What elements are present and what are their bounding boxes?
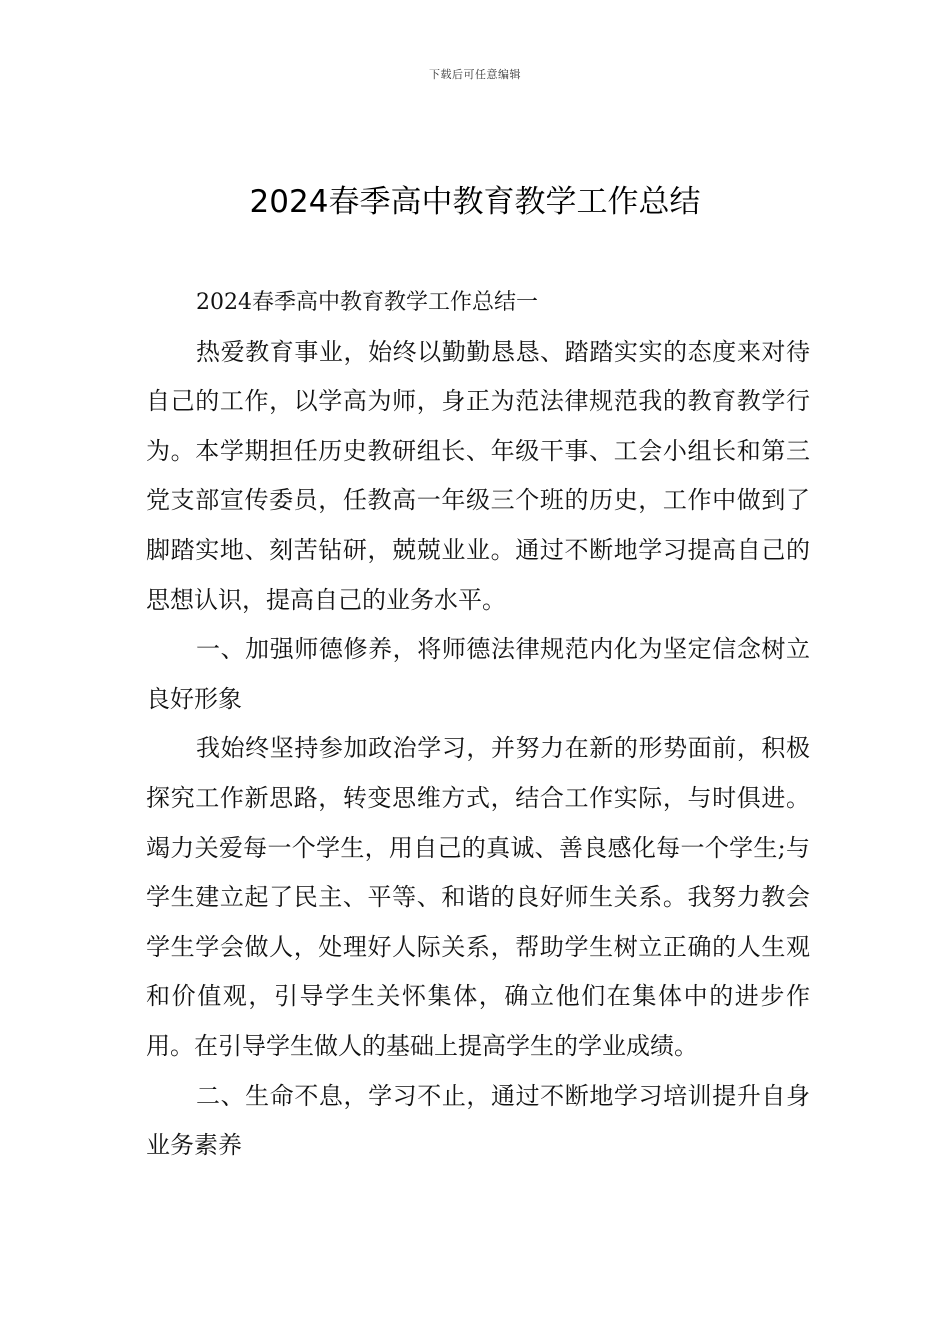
body-paragraph: 热爱教育事业，始终以勤勤恳恳、踏踏实实的态度来对待自己的工作，以学高为师，身正为范法律规范我的教育教学行为。本学期担任历史教研组长、年级干事、工会小组长和第三党支部宣传委员，任教高一年级三个班的历史，工作中做到了脚踏实地、刻苦钻研，兢兢业业。通过不断地学习提高自己的思想认识，提高自己的业务水平。 <box>146 337 810 614</box>
section-subtitle: 2024春季高中教育教学工作总结一 <box>196 290 538 315</box>
section-heading: 一、加强师德修养，将师德法律规范内化为坚定信念树立良好形象 <box>146 635 810 713</box>
document-body <box>146 278 810 1171</box>
body-paragraph: 我始终坚持参加政治学习，并努力在新的形势面前，积极探究工作新思路，转变思维方式，结合工作实际，与时俱进。竭力关爱每一个学生，用自己的真诚、善良感化每一个学生;与学生建立起了民主、平等、和谐的良好师生关系。我努力教会学生学会做人，处理好人际关系，帮助学生树立正确的人生观和价值观，引导学生关怀集体，确立他们在集体中的进步作用。在引导学生做人的基础上提高学生的学业成绩。 <box>146 734 810 1060</box>
section-heading: 二、生命不息，学习不止，通过不断地学习培训提升自身业务素养 <box>146 1081 810 1160</box>
document-title: 2024春季高中教育教学工作总结 <box>249 184 701 220</box>
header-note: 下载后可任意编辑 <box>429 68 521 81</box>
